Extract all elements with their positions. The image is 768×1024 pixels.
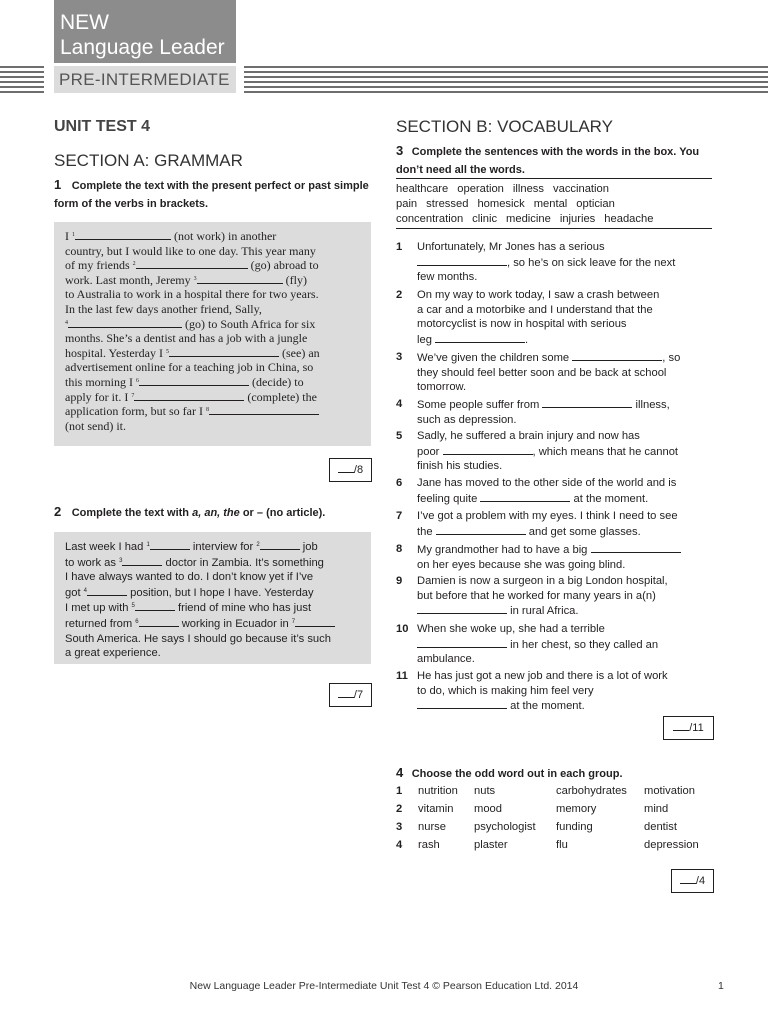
q1-line bbox=[65, 273, 365, 288]
q2-line-text: friend of mine who has just bbox=[174, 602, 312, 615]
word-box-row bbox=[396, 212, 712, 227]
q3-item-segment: On my way to work today, I saw a crash between bbox=[417, 289, 660, 301]
q3-item-line bbox=[417, 380, 719, 395]
q3-item-line bbox=[417, 558, 719, 573]
gap-number: 5 bbox=[166, 348, 169, 355]
q3-answer-blank[interactable] bbox=[417, 698, 507, 709]
q1-line-text: (not work) in another bbox=[171, 229, 277, 243]
q1-line bbox=[65, 375, 365, 390]
word-box-word: optician bbox=[576, 197, 615, 210]
q3-item-segment: such as depression. bbox=[417, 413, 517, 426]
q2-line bbox=[65, 616, 365, 632]
q3-item-line bbox=[417, 317, 719, 332]
word-box-word: healthcare bbox=[396, 183, 449, 195]
q3-instruction bbox=[396, 142, 712, 178]
gap-number: 4 bbox=[65, 319, 68, 326]
q3-item-line bbox=[417, 509, 719, 524]
q3-item-line bbox=[417, 270, 719, 285]
q1-line-text: this morning I bbox=[65, 374, 136, 389]
q2-line-text: position, but I hope I have. Yesterday bbox=[127, 586, 314, 599]
q3-item-segment: leg bbox=[417, 333, 436, 346]
q3-answer-blank[interactable] bbox=[443, 444, 533, 455]
q4-word-option[interactable]: vitamin bbox=[418, 803, 454, 815]
q1-line bbox=[65, 360, 365, 375]
q1-line-text: (decide) to bbox=[249, 374, 304, 389]
q2-answer-blank[interactable] bbox=[295, 616, 335, 627]
q2-line-text: working in Ecuador in bbox=[178, 617, 292, 630]
q2-line bbox=[65, 570, 365, 585]
q3-item-line bbox=[417, 684, 719, 699]
gap-number: 2 bbox=[132, 261, 136, 268]
q4-word-option[interactable]: mind bbox=[644, 803, 669, 815]
q3-item-line bbox=[417, 444, 719, 460]
q3-item-segment: He has just got a new job and there is a lot of work bbox=[417, 670, 668, 682]
q4-word-option[interactable]: flu bbox=[556, 839, 568, 851]
q2-text-box bbox=[54, 532, 371, 664]
q3-answer-blank[interactable] bbox=[435, 332, 525, 343]
q3-item-text bbox=[417, 397, 719, 427]
q3-item-line bbox=[417, 332, 719, 348]
q3-item-number: 6 bbox=[396, 477, 403, 489]
q4-instruction bbox=[396, 764, 712, 782]
gap-number: 1 bbox=[72, 232, 75, 238]
q4-word-option[interactable]: mood bbox=[474, 803, 502, 815]
q2-line bbox=[65, 632, 365, 647]
gap-number: 2 bbox=[256, 542, 260, 548]
q3-item-line bbox=[417, 366, 719, 381]
word-box-word: mental bbox=[533, 197, 568, 210]
q1-line bbox=[65, 244, 365, 259]
unit-title: UNIT TEST 4 bbox=[54, 118, 151, 135]
q3-item-segment: they should feel better soon and be back at school bbox=[417, 366, 667, 379]
q3-item-line bbox=[417, 350, 719, 366]
q3-item-segment: ambulance. bbox=[417, 653, 475, 666]
q1-answer-blank[interactable] bbox=[134, 390, 244, 401]
q1-answer-blank[interactable] bbox=[139, 375, 249, 386]
q3-item-segment: Some people suffer from bbox=[417, 399, 543, 411]
q4-score-box: /4 bbox=[671, 869, 714, 893]
q3-item-line bbox=[417, 698, 719, 714]
q3-item-segment: motorcyclist is now in hospital with serious bbox=[417, 318, 627, 331]
q3-item-line bbox=[417, 652, 719, 667]
q4-row-number: 4 bbox=[396, 839, 403, 851]
q3-item-segment: illness, bbox=[632, 399, 670, 411]
q3-item-segment: When she woke up, she had a terrible bbox=[417, 623, 605, 635]
q3-item-number: 4 bbox=[396, 398, 403, 410]
q1-answer-blank[interactable] bbox=[75, 229, 171, 240]
q1-line bbox=[65, 331, 365, 346]
q4-word-option[interactable]: rash bbox=[418, 839, 440, 851]
q3-item-line bbox=[417, 574, 719, 589]
q2-line-text: interview for bbox=[189, 541, 257, 553]
q3-item-number: 11 bbox=[396, 670, 408, 682]
q4-row-number: 3 bbox=[396, 821, 403, 833]
q1-line-text: country, but I would like to one day. This year many bbox=[65, 243, 316, 258]
q3-answer-blank[interactable] bbox=[417, 603, 507, 614]
q1-line-text: (not send) it. bbox=[65, 418, 126, 433]
q3-item-line bbox=[417, 255, 719, 271]
q2-answer-blank[interactable] bbox=[87, 585, 127, 596]
q4-word-option[interactable]: dentist bbox=[644, 821, 677, 833]
q3-item-text bbox=[417, 240, 719, 285]
q2-line-text: job bbox=[299, 541, 318, 553]
q2-line-text: Last week I had bbox=[65, 541, 147, 553]
gap-number: 3 bbox=[119, 557, 123, 564]
q3-item-segment: We’ve given the children some bbox=[417, 352, 573, 364]
q3-item-text bbox=[417, 429, 719, 474]
q3-item-segment: at the moment. bbox=[507, 700, 585, 713]
q3-item-line bbox=[417, 491, 719, 507]
brand-line2: Language Leader bbox=[60, 36, 225, 59]
q3-answer-blank[interactable] bbox=[417, 255, 507, 266]
q1-line bbox=[65, 404, 365, 419]
q2-answer-blank[interactable] bbox=[260, 539, 300, 550]
q3-item-text bbox=[417, 669, 719, 714]
q3-item-segment: in rural Africa. bbox=[507, 605, 579, 618]
q1-line bbox=[65, 287, 365, 302]
q2-line bbox=[65, 646, 365, 661]
q1-line bbox=[65, 229, 365, 244]
word-box-row bbox=[396, 197, 712, 212]
q4-word-option[interactable]: nutrition bbox=[418, 785, 458, 797]
q1-line-text: advertisement online for a teaching job in China, so bbox=[65, 360, 314, 375]
q3-item-line bbox=[417, 524, 719, 540]
gap-number: 7 bbox=[291, 618, 296, 625]
q1-line bbox=[65, 390, 365, 405]
q2-line-text: to work as bbox=[65, 556, 120, 569]
q3-item-text bbox=[417, 622, 719, 667]
word-box-word: headache bbox=[604, 212, 654, 225]
word-box-word: pain bbox=[396, 197, 418, 210]
q4-instruction-text: Choose the odd word out in each group. bbox=[411, 768, 623, 780]
q3-answer-blank[interactable] bbox=[436, 524, 526, 535]
q1-answer-blank[interactable] bbox=[169, 346, 279, 357]
q2-number: 2 bbox=[54, 504, 62, 519]
q3-item-segment: Unfortunately, Mr Jones has a serious bbox=[417, 241, 605, 253]
q3-item-number: 3 bbox=[396, 351, 403, 363]
q3-answer-blank[interactable] bbox=[480, 491, 570, 502]
gap-number: 6 bbox=[135, 618, 139, 625]
gap-number: 8 bbox=[205, 407, 209, 414]
q3-item-text bbox=[417, 288, 719, 347]
section-b-title: SECTION B: VOCABULARY bbox=[396, 117, 613, 136]
q3-item-number: 10 bbox=[396, 623, 409, 635]
q3-item-segment: but before that he worked for many years in a(n) bbox=[417, 589, 656, 602]
q1-answer-blank[interactable] bbox=[197, 273, 283, 284]
q3-item-line bbox=[417, 589, 719, 604]
q2-line-text: returned from bbox=[65, 617, 136, 630]
word-box-word: clinic bbox=[472, 212, 498, 225]
q3-item-segment: in her chest, so they called an bbox=[507, 638, 659, 651]
q1-number: 1 bbox=[54, 177, 62, 192]
q3-answer-blank[interactable] bbox=[542, 397, 632, 408]
q3-item-text bbox=[417, 350, 719, 395]
q3-answer-blank[interactable] bbox=[591, 542, 681, 553]
q1-line-text: of my friends bbox=[65, 258, 133, 273]
q3-item-segment: . bbox=[525, 333, 529, 346]
q4-word-option[interactable]: carbohydrates bbox=[556, 785, 627, 797]
gap-number: 7 bbox=[131, 392, 135, 399]
q3-item-segment: , so he’s on sick leave for the next bbox=[507, 256, 676, 269]
q3-item-line bbox=[417, 459, 719, 474]
q3-item-segment: to do, which is making him feel very bbox=[417, 684, 594, 697]
q3-item-line bbox=[417, 303, 719, 318]
q1-line bbox=[65, 419, 365, 434]
q4-word-option[interactable]: plaster bbox=[474, 839, 508, 851]
q3-item-text bbox=[417, 476, 719, 506]
q1-answer-blank[interactable] bbox=[68, 317, 182, 328]
q4-word-option[interactable]: memory bbox=[556, 803, 597, 815]
q1-text bbox=[65, 229, 365, 433]
q3-item-text bbox=[417, 542, 719, 572]
q1-line-text: work. Last month, Jeremy bbox=[65, 272, 194, 287]
q2-line-text: I have always wanted to do. I don’t know yet if I’ve bbox=[65, 571, 314, 584]
q2-answer-blank[interactable] bbox=[135, 600, 175, 611]
q3-item-segment: a car and a motorbike and I understand that the bbox=[417, 303, 653, 316]
q4-word-option[interactable]: funding bbox=[556, 821, 593, 833]
q3-item-segment: the bbox=[417, 525, 436, 538]
q3-item-number: 7 bbox=[396, 510, 403, 522]
q4-word-option[interactable]: depression bbox=[644, 839, 699, 851]
q3-item-segment: , which means that he cannot bbox=[532, 445, 679, 458]
q2-answer-blank[interactable] bbox=[122, 555, 162, 566]
q3-item-segment: tomorrow. bbox=[417, 381, 467, 394]
q1-instruction-text: Complete the text with the present perfect or past simple form of the verbs in brackets. bbox=[54, 180, 369, 210]
q1-answer-blank[interactable] bbox=[136, 258, 248, 269]
q3-item-line bbox=[417, 288, 719, 303]
q3-item-number: 9 bbox=[396, 575, 403, 587]
footer-copyright: New Language Leader Pre-Intermediate Unit Test 4 © Pearson Education Ltd. 2014 bbox=[189, 980, 579, 992]
q3-item-number: 5 bbox=[396, 430, 403, 442]
q2-line-text: got bbox=[65, 586, 84, 599]
word-box-word: injuries bbox=[559, 212, 596, 225]
q2-line bbox=[65, 555, 365, 571]
q3-item-segment: feeling quite bbox=[417, 492, 481, 505]
gap-number: 6 bbox=[136, 377, 139, 384]
word-box bbox=[396, 178, 712, 229]
q3-item-number: 8 bbox=[396, 543, 403, 555]
word-box-word: illness bbox=[512, 183, 544, 195]
q1-line-text: (go) to South Africa for six bbox=[182, 316, 316, 331]
q3-item-segment: My grandmother had to have a big bbox=[417, 544, 591, 556]
q1-line-text: months. She’s a dentist and has a job with a jungle bbox=[65, 331, 308, 346]
q3-item-line bbox=[417, 429, 719, 444]
q1-line bbox=[65, 258, 365, 273]
q1-line-text: (see) an bbox=[279, 345, 320, 360]
word-box-word: concentration bbox=[396, 212, 464, 225]
section-a-title: SECTION A: GRAMMAR bbox=[54, 151, 243, 170]
q3-item-text bbox=[417, 574, 719, 619]
q3-item-segment: finish his studies. bbox=[417, 460, 503, 473]
header-stripes-left bbox=[0, 66, 44, 93]
q1-line-text: (complete) the bbox=[244, 389, 317, 404]
q1-line-text: In the last few days another friend, Sally, bbox=[65, 301, 262, 316]
q1-line-text: hospital. Yesterday I bbox=[65, 345, 166, 360]
q2-line bbox=[65, 600, 365, 616]
q3-item-segment: Damien is now a surgeon in a big London hospital, bbox=[417, 575, 668, 587]
word-box-word: homesick bbox=[477, 197, 525, 210]
q3-item-number: 1 bbox=[396, 241, 403, 253]
q3-item-text bbox=[417, 509, 719, 539]
q3-instruction-text: Complete the sentences with the words in the box. You don’t need all the words. bbox=[396, 146, 700, 176]
q4-word-option[interactable]: nuts bbox=[474, 785, 496, 797]
q1-line-text: (go) abroad to bbox=[247, 258, 319, 273]
gap-number: 3 bbox=[193, 275, 197, 282]
gap-number: 5 bbox=[131, 603, 135, 610]
q2-answer-blank[interactable] bbox=[139, 616, 179, 627]
q2-text bbox=[65, 539, 365, 661]
q3-item-segment: Sadly, he suffered a brain injury and now has bbox=[417, 430, 640, 442]
q1-score-box: /8 bbox=[329, 458, 372, 482]
q3-item-line bbox=[417, 669, 719, 684]
q2-instruction: 2 Complete the text with a, an, the or – (no article). bbox=[54, 504, 326, 519]
q2-line bbox=[65, 585, 365, 601]
q4-row-number: 2 bbox=[396, 803, 403, 815]
q1-instruction bbox=[54, 176, 374, 212]
q2-answer-blank[interactable] bbox=[150, 539, 190, 550]
q3-item-segment: at the moment. bbox=[570, 492, 649, 505]
q3-item-line bbox=[417, 476, 719, 491]
q1-line-text: to Australia to work in a hospital there for two years. bbox=[65, 287, 319, 302]
q4-row-number: 1 bbox=[396, 785, 403, 797]
word-box-word: medicine bbox=[506, 212, 551, 225]
q3-item-segment: I’ve got a problem with my eyes. I think I need to see bbox=[417, 510, 678, 522]
q4-word-option[interactable]: psychologist bbox=[474, 821, 536, 833]
word-box-word: stressed bbox=[426, 197, 469, 210]
q1-line-text: I bbox=[65, 229, 72, 243]
q3-number: 3 bbox=[396, 143, 404, 158]
q3-item-segment: poor bbox=[417, 445, 443, 458]
q3-item-segment: and get some glasses. bbox=[525, 525, 641, 538]
q2-line-text: I met up with bbox=[65, 602, 132, 615]
page-number: 1 bbox=[718, 980, 724, 992]
q2-line-text: South America. He says I should go because it’s such bbox=[65, 632, 331, 645]
brand-line1: NEW bbox=[60, 11, 109, 34]
brand-logo bbox=[54, 0, 236, 63]
q1-text-box bbox=[54, 222, 371, 446]
q4-number: 4 bbox=[396, 765, 404, 780]
level-label: PRE-INTERMEDIATE bbox=[54, 66, 236, 93]
word-box-row bbox=[396, 182, 712, 197]
gap-number: 1 bbox=[146, 542, 150, 548]
q1-line-text: apply for it. I bbox=[65, 389, 132, 404]
q3-item-segment: , so bbox=[662, 352, 681, 364]
q3-item-line bbox=[417, 637, 719, 653]
q3-answer-blank[interactable] bbox=[572, 350, 662, 361]
q2-line bbox=[65, 539, 365, 555]
q1-answer-blank[interactable] bbox=[209, 404, 319, 415]
q3-item-line bbox=[417, 240, 719, 255]
gap-number: 4 bbox=[83, 587, 88, 594]
q3-item-segment: few months. bbox=[417, 271, 478, 284]
word-box-word: operation bbox=[457, 183, 504, 195]
q2-line-text: doctor in Zambia. It’s something bbox=[162, 556, 324, 569]
q3-item-line bbox=[417, 413, 719, 428]
q3-item-line bbox=[417, 603, 719, 619]
q4-word-option[interactable]: nurse bbox=[418, 821, 446, 833]
q3-answer-blank[interactable] bbox=[417, 637, 507, 648]
q3-item-line bbox=[417, 622, 719, 637]
q4-word-option[interactable]: motivation bbox=[644, 785, 695, 797]
q3-item-number: 2 bbox=[396, 289, 403, 301]
q3-item-segment: Jane has moved to the other side of the world and is bbox=[417, 477, 677, 489]
word-box-word: vaccination bbox=[553, 183, 609, 195]
q1-line bbox=[65, 346, 365, 361]
q1-line-text: (fly) bbox=[282, 272, 307, 287]
q1-line-text: application form, but so far I bbox=[65, 404, 206, 419]
q3-score-box: /11 bbox=[663, 716, 714, 740]
q2-score-box: /7 bbox=[329, 683, 372, 707]
q3-item-line bbox=[417, 542, 719, 558]
q3-item-segment: on her eyes because she was going blind. bbox=[417, 558, 626, 571]
q1-line bbox=[65, 302, 365, 317]
q3-item-line bbox=[417, 397, 719, 413]
q1-line bbox=[65, 317, 365, 332]
q2-line-text: a great experience. bbox=[65, 647, 161, 660]
header-stripes-right bbox=[244, 66, 768, 93]
